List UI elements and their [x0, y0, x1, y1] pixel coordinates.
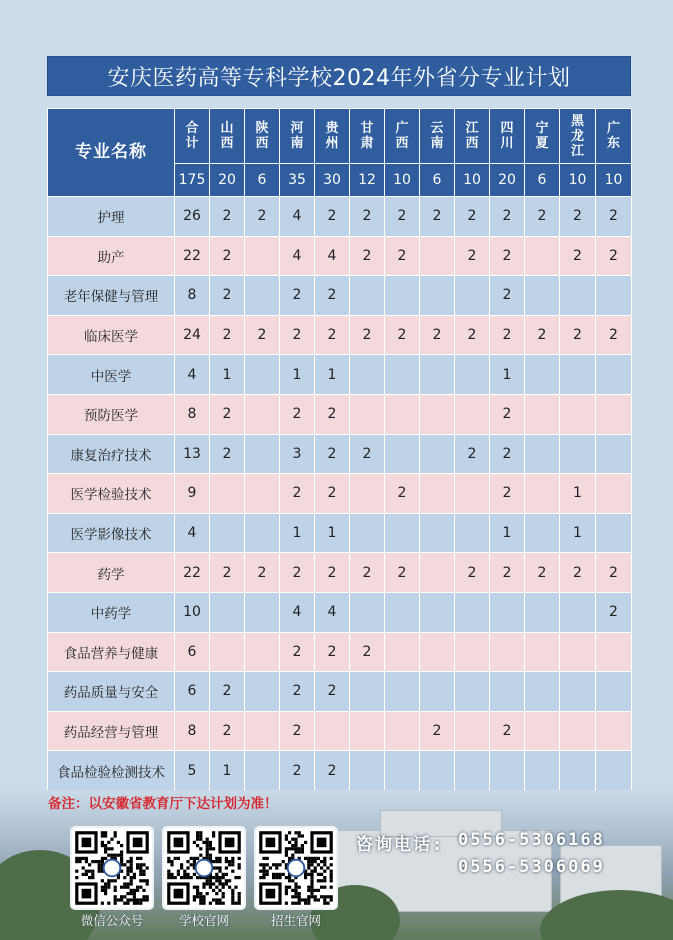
quota-cell — [420, 553, 455, 593]
province-total: 35 — [280, 164, 315, 197]
quota-cell — [245, 434, 280, 474]
table-row — [48, 592, 632, 632]
quota-cell — [420, 434, 455, 474]
quota-cell — [245, 355, 280, 395]
quota-cell: 1 — [280, 513, 315, 553]
table-row — [48, 632, 632, 672]
province-header — [490, 109, 525, 164]
quota-cell — [490, 672, 525, 712]
major-name-cell: 中医学 — [48, 355, 175, 395]
quota-cell — [525, 474, 560, 514]
table-header-row — [48, 109, 632, 164]
province-total: 10 — [385, 164, 420, 197]
major-name-cell: 康复治疗技术 — [48, 434, 175, 474]
quota-cell — [420, 474, 455, 514]
quota-cell: 2 — [210, 276, 245, 316]
quota-cell: 2 — [490, 434, 525, 474]
major-total-cell: 4 — [175, 513, 210, 553]
quota-cell: 2 — [350, 553, 385, 593]
quota-cell: 2 — [280, 276, 315, 316]
qr-label-admission-site: 招生官网 — [270, 913, 321, 928]
quota-cell — [596, 672, 632, 712]
quota-cell — [596, 513, 632, 553]
quota-cell: 2 — [280, 751, 315, 791]
quota-cell — [210, 592, 245, 632]
major-name-cell: 老年保健与管理 — [48, 276, 175, 316]
major-name-cell: 药品质量与安全 — [48, 672, 175, 712]
quota-cell — [455, 394, 490, 434]
major-total-cell: 8 — [175, 276, 210, 316]
province-total: 20 — [490, 164, 525, 197]
quota-cell — [560, 394, 596, 434]
quota-cell: 2 — [315, 474, 350, 514]
quota-cell: 2 — [596, 592, 632, 632]
province-header-label: 广西 — [395, 121, 409, 151]
major-name-cell: 医学检验技术 — [48, 474, 175, 514]
quota-cell — [385, 513, 420, 553]
quota-cell — [245, 711, 280, 751]
quota-cell: 2 — [350, 315, 385, 355]
quota-cell: 2 — [490, 236, 525, 276]
major-total-cell: 8 — [175, 711, 210, 751]
quota-cell: 2 — [385, 553, 420, 593]
quota-cell — [245, 751, 280, 791]
quota-cell: 2 — [280, 672, 315, 712]
quota-cell — [455, 592, 490, 632]
quota-cell — [525, 236, 560, 276]
quota-cell: 2 — [596, 553, 632, 593]
quota-cell — [525, 711, 560, 751]
quota-cell: 2 — [350, 197, 385, 237]
quota-cell — [596, 434, 632, 474]
quota-cell — [210, 632, 245, 672]
quota-cell: 2 — [210, 236, 245, 276]
major-name-cell: 食品检验检测技术 — [48, 751, 175, 791]
quota-cell: 2 — [455, 553, 490, 593]
province-total: 20 — [210, 164, 245, 197]
province-header-label: 合计 — [185, 121, 199, 151]
quota-cell: 2 — [455, 315, 490, 355]
quota-cell — [525, 672, 560, 712]
quota-cell — [525, 394, 560, 434]
quota-cell: 1 — [210, 751, 245, 791]
province-header-label: 贵州 — [325, 121, 339, 151]
quota-cell — [420, 394, 455, 434]
major-total-cell: 22 — [175, 236, 210, 276]
quota-cell: 2 — [315, 197, 350, 237]
quota-cell: 2 — [280, 394, 315, 434]
province-header-label: 河南 — [290, 121, 304, 151]
qr-label-school-site: 学校官网 — [178, 913, 229, 928]
table-row — [48, 711, 632, 751]
school-site-qr-code[interactable] — [164, 828, 244, 908]
major-name-cell: 临床医学 — [48, 315, 175, 355]
quota-cell — [560, 355, 596, 395]
quota-cell: 3 — [280, 434, 315, 474]
quota-cell — [420, 672, 455, 712]
quota-cell — [560, 672, 596, 712]
quota-cell — [596, 711, 632, 751]
quota-cell — [420, 632, 455, 672]
quota-cell: 2 — [245, 315, 280, 355]
quota-cell — [525, 355, 560, 395]
quota-cell: 2 — [490, 394, 525, 434]
quota-cell — [560, 276, 596, 316]
quota-cell — [350, 711, 385, 751]
quota-cell: 1 — [315, 355, 350, 395]
quota-cell — [315, 711, 350, 751]
quota-cell: 2 — [315, 434, 350, 474]
major-total-cell: 6 — [175, 672, 210, 712]
quota-cell: 4 — [315, 592, 350, 632]
province-header-label: 四川 — [500, 121, 514, 151]
quota-cell — [490, 632, 525, 672]
table-row — [48, 236, 632, 276]
quota-cell: 2 — [280, 553, 315, 593]
quota-cell: 2 — [525, 197, 560, 237]
quota-cell — [350, 474, 385, 514]
province-header-label: 宁夏 — [535, 121, 549, 151]
quota-cell — [596, 474, 632, 514]
quota-cell — [525, 592, 560, 632]
quota-cell — [350, 751, 385, 791]
quota-cell — [245, 394, 280, 434]
quota-cell: 2 — [245, 197, 280, 237]
major-total-cell: 6 — [175, 632, 210, 672]
table-row — [48, 394, 632, 434]
quota-cell: 2 — [560, 197, 596, 237]
major-total-cell: 10 — [175, 592, 210, 632]
quota-cell: 2 — [560, 553, 596, 593]
quota-cell — [420, 276, 455, 316]
major-total-cell: 22 — [175, 553, 210, 593]
province-header — [315, 109, 350, 164]
qr-label-wechat: 微信公众号 — [80, 913, 144, 928]
province-header — [560, 109, 596, 164]
quota-cell: 2 — [490, 711, 525, 751]
quota-cell — [385, 592, 420, 632]
quota-cell — [350, 355, 385, 395]
quota-cell: 2 — [385, 197, 420, 237]
major-name-cell: 食品营养与健康 — [48, 632, 175, 672]
province-header-label: 云南 — [430, 121, 444, 151]
major-total-cell: 9 — [175, 474, 210, 514]
province-total: 175 — [175, 164, 210, 197]
table-row — [48, 355, 632, 395]
province-header-label: 陕西 — [255, 121, 269, 151]
quota-cell: 2 — [490, 474, 525, 514]
quota-cell: 2 — [280, 474, 315, 514]
province-header — [175, 109, 210, 164]
quota-cell: 2 — [490, 197, 525, 237]
table-row — [48, 672, 632, 712]
table-row — [48, 434, 632, 474]
quota-cell — [385, 751, 420, 791]
quota-cell — [350, 672, 385, 712]
quota-cell: 2 — [490, 553, 525, 593]
province-header — [210, 109, 245, 164]
quota-cell: 2 — [560, 315, 596, 355]
quota-cell: 4 — [280, 197, 315, 237]
table-row — [48, 513, 632, 553]
quota-cell: 2 — [315, 751, 350, 791]
quota-cell — [455, 672, 490, 712]
quota-cell — [525, 276, 560, 316]
quota-cell: 4 — [315, 236, 350, 276]
quota-cell — [385, 394, 420, 434]
province-header-label: 黑龙江 — [570, 113, 584, 159]
quota-cell: 2 — [385, 236, 420, 276]
quota-cell — [596, 394, 632, 434]
quota-cell — [455, 632, 490, 672]
page-title: 安庆医药高等专科学校2024年外省分专业计划 — [47, 56, 631, 96]
quota-cell — [596, 751, 632, 791]
quota-cell: 2 — [560, 236, 596, 276]
province-header — [245, 109, 280, 164]
quota-cell: 2 — [455, 236, 490, 276]
quota-cell — [245, 632, 280, 672]
quota-cell: 2 — [210, 315, 245, 355]
quota-cell — [560, 592, 596, 632]
quota-cell — [455, 711, 490, 751]
quota-cell: 2 — [455, 197, 490, 237]
wechat-qr-code[interactable] — [72, 828, 152, 908]
quota-cell — [596, 276, 632, 316]
quota-cell: 1 — [210, 355, 245, 395]
province-header — [350, 109, 385, 164]
province-total: 10 — [455, 164, 490, 197]
quota-cell: 2 — [350, 434, 385, 474]
quota-cell: 2 — [245, 553, 280, 593]
province-header — [525, 109, 560, 164]
province-header-label: 江西 — [465, 121, 479, 151]
major-total-cell: 4 — [175, 355, 210, 395]
province-header-label: 山西 — [220, 121, 234, 151]
major-name-cell: 药学 — [48, 553, 175, 593]
major-name-cell: 医学影像技术 — [48, 513, 175, 553]
quota-cell: 2 — [315, 315, 350, 355]
quota-cell: 2 — [525, 553, 560, 593]
quota-cell: 2 — [385, 474, 420, 514]
province-total: 30 — [315, 164, 350, 197]
quota-cell — [596, 632, 632, 672]
province-header-label: 广东 — [606, 121, 620, 151]
quota-cell — [385, 672, 420, 712]
province-header — [280, 109, 315, 164]
quota-cell — [455, 276, 490, 316]
table-row — [48, 276, 632, 316]
quota-cell: 2 — [596, 315, 632, 355]
quota-cell — [385, 632, 420, 672]
quota-cell: 2 — [210, 553, 245, 593]
quota-cell — [525, 513, 560, 553]
quota-cell: 2 — [596, 197, 632, 237]
admission-site-qr-code[interactable] — [256, 828, 336, 908]
quota-cell — [385, 276, 420, 316]
quota-cell: 1 — [560, 474, 596, 514]
province-total: 10 — [596, 164, 632, 197]
province-total: 6 — [420, 164, 455, 197]
quota-cell: 2 — [210, 394, 245, 434]
quota-cell — [420, 592, 455, 632]
quota-cell — [560, 434, 596, 474]
quota-cell: 2 — [420, 197, 455, 237]
quota-cell: 2 — [210, 711, 245, 751]
quota-cell — [245, 474, 280, 514]
major-total-cell: 8 — [175, 394, 210, 434]
province-header — [596, 109, 632, 164]
table-row — [48, 474, 632, 514]
major-name-header: 专业名称 — [48, 109, 175, 197]
quota-cell — [525, 434, 560, 474]
quota-cell: 2 — [315, 632, 350, 672]
quota-cell — [420, 355, 455, 395]
quota-cell: 2 — [490, 315, 525, 355]
quota-cell — [210, 474, 245, 514]
quota-cell: 2 — [315, 276, 350, 316]
major-total-cell: 26 — [175, 197, 210, 237]
province-total: 6 — [525, 164, 560, 197]
quota-cell — [560, 751, 596, 791]
quota-cell — [350, 394, 385, 434]
province-header — [455, 109, 490, 164]
quota-cell — [420, 513, 455, 553]
quota-cell — [420, 236, 455, 276]
major-name-cell: 预防医学 — [48, 394, 175, 434]
quota-cell — [420, 751, 455, 791]
major-name-cell: 助产 — [48, 236, 175, 276]
quota-cell: 2 — [350, 236, 385, 276]
contact-phone-1[interactable]: 0556-5306168 — [458, 830, 605, 850]
quota-cell — [455, 355, 490, 395]
quota-cell: 2 — [210, 197, 245, 237]
province-total: 12 — [350, 164, 385, 197]
quota-cell — [210, 513, 245, 553]
quota-cell — [525, 751, 560, 791]
quota-cell: 2 — [280, 711, 315, 751]
province-total: 6 — [245, 164, 280, 197]
quota-cell: 4 — [280, 592, 315, 632]
contact-phone-label: 咨询电话: — [356, 835, 445, 855]
quota-cell — [245, 592, 280, 632]
table-body — [48, 197, 632, 791]
quota-cell — [350, 513, 385, 553]
quota-cell: 1 — [490, 355, 525, 395]
quota-cell — [490, 751, 525, 791]
quota-cell — [245, 672, 280, 712]
major-total-cell: 13 — [175, 434, 210, 474]
quota-cell — [385, 355, 420, 395]
quota-cell — [455, 513, 490, 553]
quota-cell — [525, 632, 560, 672]
major-name-cell: 中药学 — [48, 592, 175, 632]
quota-cell: 2 — [455, 434, 490, 474]
quota-cell — [596, 355, 632, 395]
contact-phone-2[interactable]: 0556-5306069 — [458, 857, 605, 877]
quota-cell: 2 — [525, 315, 560, 355]
major-name-cell: 护理 — [48, 197, 175, 237]
quota-cell: 4 — [280, 236, 315, 276]
province-header — [420, 109, 455, 164]
quota-cell: 2 — [385, 315, 420, 355]
remark-note: 备注：以安徽省教育厅下达计划为准！ — [48, 796, 278, 812]
quota-cell — [350, 592, 385, 632]
quota-cell: 2 — [350, 632, 385, 672]
quota-cell: 1 — [280, 355, 315, 395]
quota-cell: 2 — [210, 434, 245, 474]
enrollment-plan-table — [47, 108, 632, 791]
table-row — [48, 751, 632, 791]
quota-cell: 1 — [315, 513, 350, 553]
quota-cell — [385, 434, 420, 474]
quota-cell — [560, 711, 596, 751]
table-row — [48, 197, 632, 237]
quota-cell — [560, 632, 596, 672]
quota-cell — [245, 276, 280, 316]
province-header — [385, 109, 420, 164]
quota-cell — [385, 711, 420, 751]
major-total-cell: 24 — [175, 315, 210, 355]
quota-cell: 2 — [315, 553, 350, 593]
quota-cell — [455, 751, 490, 791]
quota-cell: 2 — [490, 276, 525, 316]
quota-cell: 2 — [596, 236, 632, 276]
quota-cell — [490, 592, 525, 632]
quota-cell — [245, 236, 280, 276]
quota-cell: 2 — [315, 394, 350, 434]
major-total-cell: 5 — [175, 751, 210, 791]
province-header-label: 甘肃 — [360, 121, 374, 151]
quota-cell: 2 — [210, 672, 245, 712]
quota-cell: 2 — [420, 711, 455, 751]
quota-cell — [350, 276, 385, 316]
quota-cell: 1 — [490, 513, 525, 553]
quota-cell: 1 — [560, 513, 596, 553]
quota-cell — [245, 513, 280, 553]
quota-cell: 2 — [315, 672, 350, 712]
table-row — [48, 553, 632, 593]
quota-cell — [455, 474, 490, 514]
quota-cell: 2 — [420, 315, 455, 355]
quota-cell: 2 — [280, 632, 315, 672]
major-name-cell: 药品经营与管理 — [48, 711, 175, 751]
province-total: 10 — [560, 164, 596, 197]
quota-cell: 2 — [280, 315, 315, 355]
table-row — [48, 315, 632, 355]
